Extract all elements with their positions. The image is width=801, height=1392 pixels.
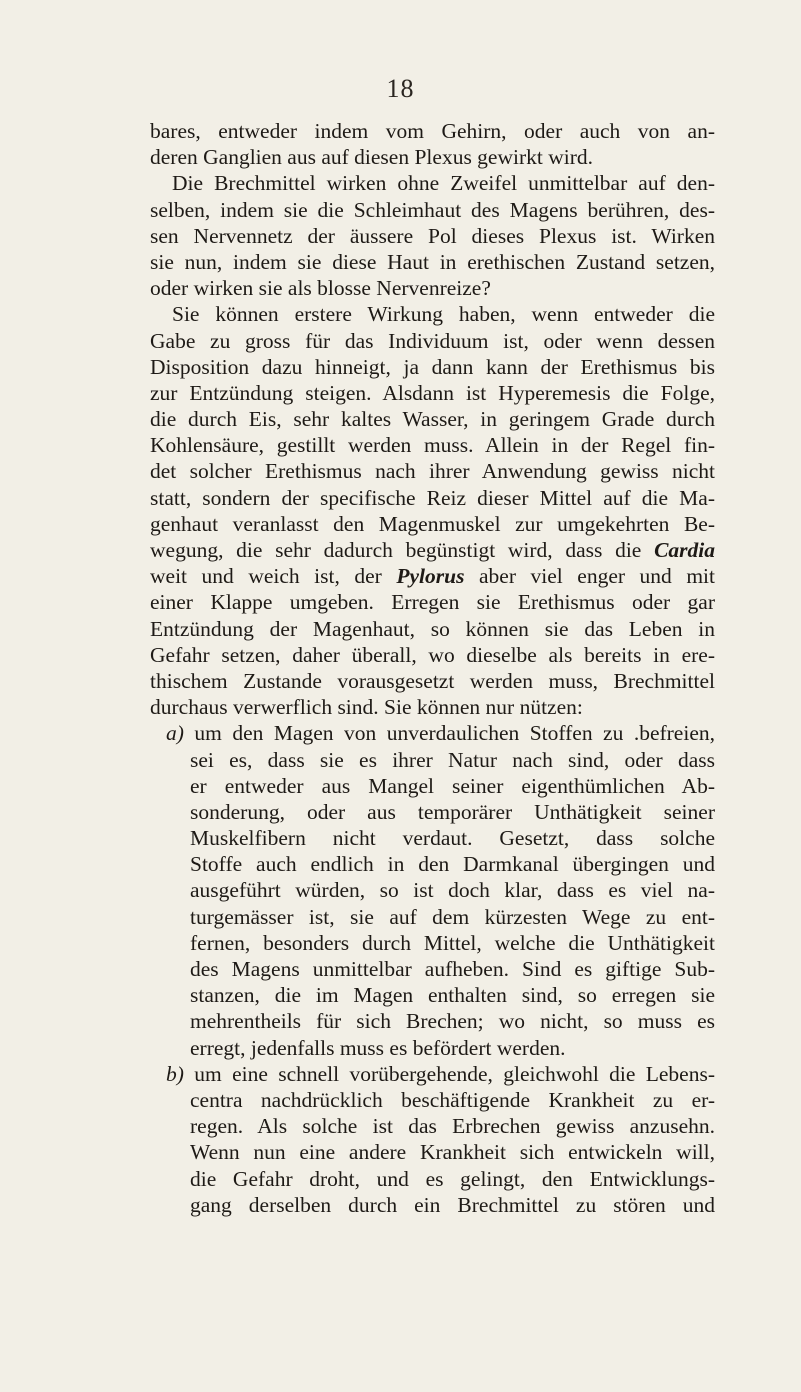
line-text: Kohlensäure, gestillt werden muss. Allein in der Regel fin- (150, 433, 715, 458)
text-line (150, 485, 715, 511)
line-text: Gabe zu gross für das Individuum ist, oder wenn dessen (150, 328, 715, 353)
line-text: centra nachdrücklich beschäftigende Krankheit zu er- (190, 1087, 715, 1112)
line-text: fernen, besonders durch Mittel, welche die Unthätigkeit (190, 930, 715, 955)
text-line (150, 170, 715, 196)
line-text: erregt, jedenfalls muss es befördert werden. (190, 1035, 566, 1060)
line-text: er entweder aus Mangel seiner eigenthümlichen Ab- (190, 773, 715, 798)
line-text: Wenn nun eine andere Krankheit sich entwickeln will, (190, 1140, 715, 1165)
text-line (150, 563, 715, 589)
line-text: sonderung, oder aus temporärer Unthätigkeit seiner (190, 799, 715, 824)
line-text: weit und weich ist, der (150, 564, 397, 589)
line-text: durchaus verwerflich sind. Sie können nur nützen: (150, 695, 583, 720)
line-text: det solcher Erethismus nach ihrer Anwendung gewiss nicht (150, 459, 715, 484)
text-line (150, 458, 715, 484)
text-line (150, 118, 715, 144)
line-text: turgemässer ist, sie auf dem kürzesten Wege zu ent- (190, 904, 715, 929)
text-line (150, 144, 715, 170)
line-text: des Magens unmittelbar aufheben. Sind es giftige Sub- (190, 957, 715, 981)
line-text: genhaut veranlasst den Magenmuskel zur umgekehrten Be- (150, 511, 715, 536)
line-text: sei es, dass sie es ihrer Natur nach sind, oder dass (190, 747, 715, 772)
line-text: Sie können erstere Wirkung haben, wenn entweder die (172, 302, 715, 327)
text-line (150, 432, 715, 458)
line-text: wegung, die sehr dadurch begünstigt wird, dass die (150, 538, 655, 562)
text-line (150, 720, 715, 746)
line-text: selben, indem sie die Schleimhaut des Magens berühren, des- (150, 197, 715, 222)
text-line (150, 249, 715, 275)
line-text: zur Entzündung steigen. Alsdann ist Hyperemesis die Folge, (150, 380, 715, 405)
line-text: um eine schnell vorübergehende, gleichwohl die Lebens- (183, 1061, 715, 1086)
text-line (150, 354, 715, 380)
text-line (150, 642, 715, 668)
line-text: thischem Zustande vorausgesetzt werden muss, Brechmittel (150, 668, 715, 693)
text-line (150, 1061, 715, 1087)
line-text: Stoffe auch endlich in den Darmkanal übergingen und (190, 852, 715, 877)
line-text: mehrentheils für sich Brechen; wo nicht, so muss es (190, 1009, 715, 1034)
text-line (150, 956, 715, 982)
text-line (150, 511, 715, 537)
text-line (150, 694, 715, 720)
list-marker: a) (166, 721, 184, 746)
text-line (150, 904, 715, 930)
text-line (150, 223, 715, 249)
text-line (150, 537, 715, 563)
text-line (150, 877, 715, 903)
text-line (150, 197, 715, 223)
text-line (150, 747, 715, 773)
line-text: Disposition dazu hinneigt, ja dann kann der Erethismus bis (150, 354, 715, 379)
line-text: regen. Als solche ist das Erbrechen gewiss anzusehn. (190, 1114, 715, 1139)
line-text: gang derselben durch ein Brechmittel zu stören und (190, 1192, 715, 1217)
text-line (150, 825, 715, 851)
text-line (150, 930, 715, 956)
text-line (150, 1166, 715, 1192)
page-number: 18 (386, 74, 415, 103)
line-text: sen Nervennetz der äussere Pol dieses Plexus ist. Wirken (150, 223, 715, 248)
line-text: die durch Eis, sehr kaltes Wasser, in geringem Grade durch (150, 407, 715, 432)
line-text: um den Magen von unverdaulichen Stoffen zu .befreien, (183, 721, 715, 746)
text-line (150, 1087, 715, 1113)
text-line (150, 668, 715, 694)
line-text: Gefahr setzen, daher überall, wo dieselbe als bereits in ere- (150, 642, 715, 667)
text-line (150, 380, 715, 406)
text-line (150, 1113, 715, 1139)
body-text (150, 118, 715, 1218)
text-line (150, 616, 715, 642)
line-text: Entzündung der Magenhaut, so können sie das Leben in (150, 616, 715, 641)
line-text: Muskelfibern nicht verdaut. Gesetzt, dass solche (190, 826, 715, 851)
text-line (150, 1008, 715, 1034)
line-text: sie nun, indem sie diese Haut in erethischen Zustand setzen, (150, 249, 715, 274)
latin-term: Pylorus (396, 564, 465, 589)
text-line (150, 1035, 715, 1061)
text-line (150, 1139, 715, 1165)
text-line (150, 275, 715, 301)
latin-term: Cardia (654, 538, 715, 562)
line-text: die Gefahr droht, und es gelingt, den Entwicklungs- (190, 1166, 715, 1191)
list-marker: b) (166, 1061, 184, 1086)
line-text: einer Klappe umgeben. Erregen sie Erethismus oder gar (150, 590, 715, 615)
text-line (150, 301, 715, 327)
line-text-after: aber viel enger und mit (464, 564, 715, 589)
line-text: ausgeführt würden, so ist doch klar, dass es viel na- (190, 878, 715, 903)
text-line (150, 589, 715, 615)
text-line (150, 799, 715, 825)
line-text: stanzen, die im Magen enthalten sind, so erregen sie (190, 983, 715, 1008)
text-line (150, 851, 715, 877)
line-text: deren Ganglien aus auf diesen Plexus gewirkt wird. (150, 145, 594, 170)
line-text: oder wirken sie als blosse Nervenreize? (150, 276, 491, 301)
text-line (150, 1192, 715, 1218)
line-text: statt, sondern der specifische Reiz dieser Mittel auf die Ma- (150, 485, 715, 510)
text-line (150, 773, 715, 799)
text-line (150, 328, 715, 354)
text-line (150, 406, 715, 432)
line-text: Die Brechmittel wirken ohne Zweifel unmittelbar auf den- (172, 171, 715, 196)
text-line (150, 982, 715, 1008)
line-text: bares, entweder indem vom Gehirn, oder auch von an- (150, 119, 715, 143)
